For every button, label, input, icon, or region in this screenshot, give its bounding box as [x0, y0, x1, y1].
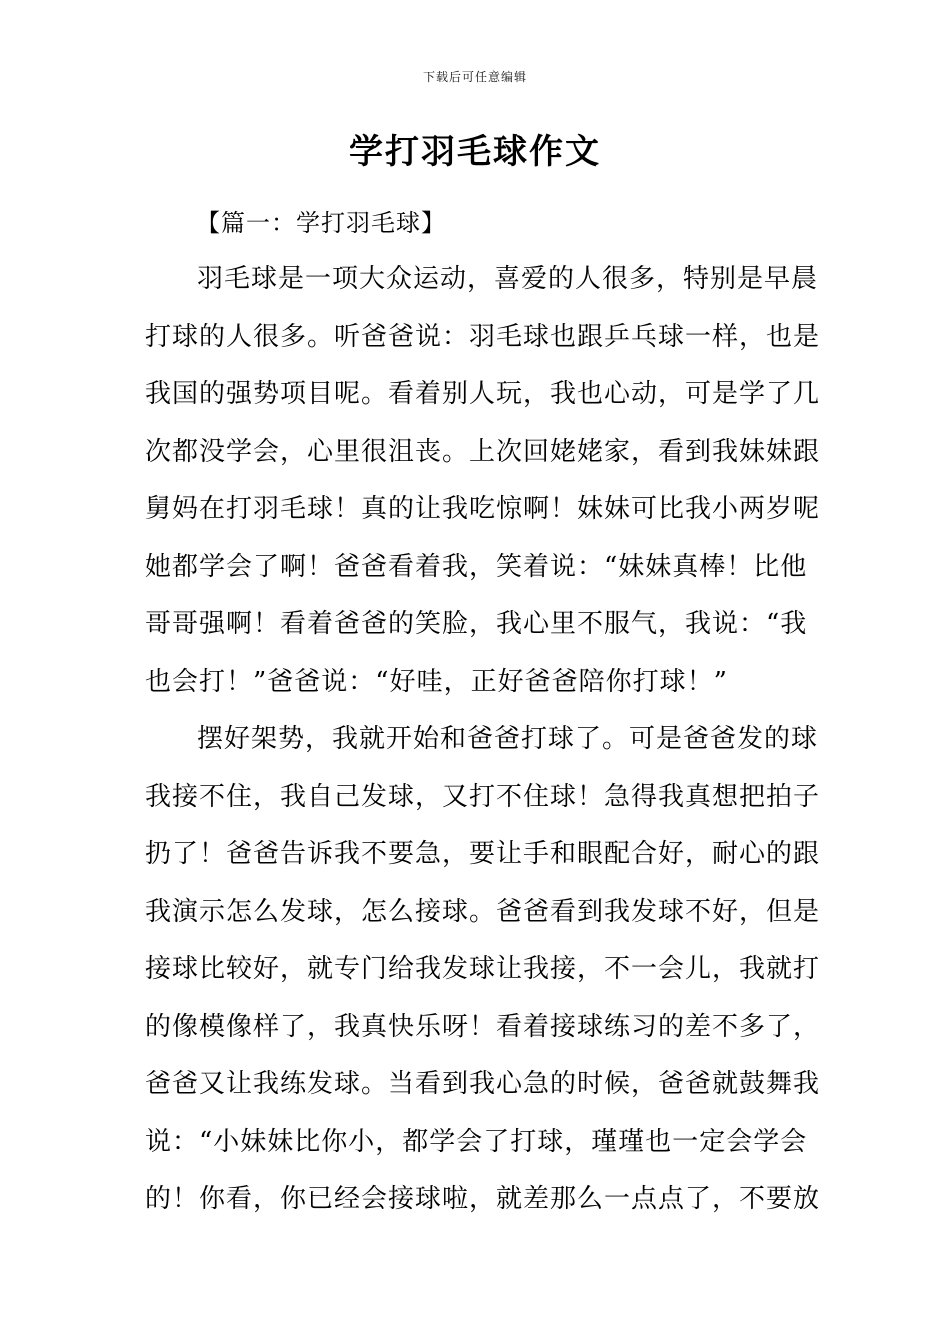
text-line: 接球比较好，就专门给我发球让我接，不一会儿，我就打 — [145, 954, 821, 984]
text-line: 爸爸又让我练发球。当看到我心急的时候，爸爸就鼓舞我 — [145, 1069, 821, 1099]
article-body — [145, 251, 821, 1229]
document-title: 学打羽毛球作文 — [349, 132, 601, 172]
text-line: 的像模像样了，我真快乐呀！看着接球练习的差不多了， — [145, 1011, 821, 1042]
text-line: 我接不住，我自己发球，又打不住球！急得我真想把拍子 — [145, 781, 821, 812]
paragraph — [145, 251, 821, 711]
text-line: 我国的强势项目呢。看着别人玩，我也心动，可是学了几 — [145, 379, 821, 409]
page-header-note: 下载后可任意编辑 — [422, 70, 527, 84]
text-line: 的！你看，你已经会接球啦，就差那么一点点了，不要放 — [145, 1184, 821, 1214]
paragraph — [145, 711, 821, 1229]
text-line: 舅妈在打羽毛球！真的让我吃惊啊！妹妹可比我小两岁呢 — [145, 494, 821, 524]
text-line: 也会打！”爸爸说：“好哇，正好爸爸陪你打球！” — [145, 666, 728, 697]
text-line: 次都没学会，心里很沮丧。上次回姥姥家，看到我妹妹跟 — [145, 436, 821, 467]
text-line: 她都学会了啊！爸爸看着我，笑着说：“妹妹真棒！比他 — [145, 551, 808, 582]
text-line: 扔了！爸爸告诉我不要急，要让手和眼配合好，耐心的跟 — [145, 839, 821, 869]
text-line: 打球的人很多。听爸爸说：羽毛球也跟乒乓球一样，也是 — [145, 321, 821, 352]
text-line: 摆好架势，我就开始和爸爸打球了。可是爸爸发的球 — [197, 724, 819, 754]
text-line: 羽毛球是一项大众运动，喜爱的人很多，特别是早晨 — [197, 264, 819, 294]
section-heading: 【篇一：学打羽毛球】 — [196, 209, 446, 237]
text-line: 哥哥强啊！看着爸爸的笑脸，我心里不服气，我说：“我 — [145, 609, 808, 639]
text-line: 说：“小妹妹比你小，都学会了打球，瑾瑾也一定会学会 — [145, 1126, 808, 1157]
text-line: 我演示怎么发球，怎么接球。爸爸看到我发球不好，但是 — [145, 896, 821, 927]
